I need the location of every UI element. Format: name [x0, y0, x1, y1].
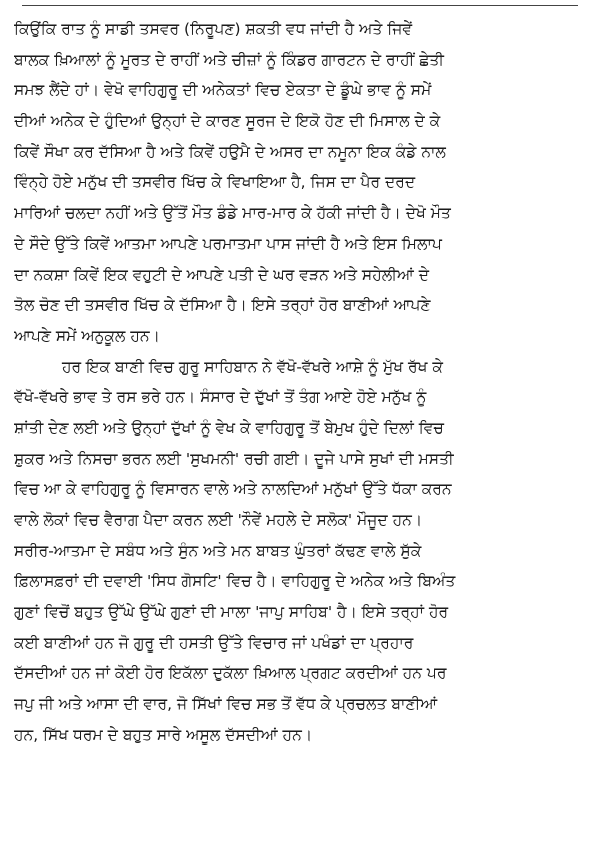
- text-line: ਗੁਣਾਂ ਵਿਚੋਂ ਬਹੁਤ ਉੱਘੇ ਉੱਘੇ ਗੁਣਾਂ ਦੀ ਮਾਲਾ 'ਜਾਪੁ ਸਾਹਿਬ' ਹੈ। ਇਸੇ ਤਰ੍ਹਾਂ ਹੋਰ: [14, 603, 449, 622]
- text-line: ਦੇ ਸੌਦੇ ਉੱਤੇ ਕਿਵੇਂ ਆਤਮਾ ਆਪਣੇ ਪਰਮਾਤਮਾ ਪਾਸ ਜਾਂਦੀ ਹੈ ਅਤੇ ਇਸ ਮਿਲਾਪ: [14, 234, 442, 253]
- text-line: ਦੱਸਦੀਆਂ ਹਨ ਜਾਂ ਕੋਈ ਹੋਰ ਇਕੱਲਾ ਦੁਕੱਲਾ ਖ਼ਿਆਲ ਪ੍ਰਗਟ ਕਰਦੀਆਂ ਹਨ ਪਰ: [14, 664, 447, 683]
- text-body: [14, 14, 590, 751]
- text-line: ਫ਼ਿਲਾਸਫ਼ਰਾਂ ਦੀ ਦਵਾਈ 'ਸਿਧ ਗੋਸਟਿ' ਵਿਚ ਹੈ। ਵਾਹਿਗੁਰੂ ਦੇ ਅਨੇਕ ਅਤੇ ਬਿਅੰਤ: [14, 572, 456, 591]
- text-line: ਕਈ ਬਾਣੀਆਂ ਹਨ ਜੋ ਗੁਰੂ ਦੀ ਹਸਤੀ ਉੱਤੇ ਵਿਚਾਰ ਜਾਂ ਪਖੰਡਾਂ ਦਾ ਪ੍ਰਹਾਰ: [14, 633, 414, 652]
- text-line: ਕਿਵੇਂ ਸੌਖਾ ਕਰ ਦੱਸਿਆ ਹੈ ਅਤੇ ਕਿਵੇਂ ਹਉਮੈ ਦੇ ਅਸਰ ਦਾ ਨਮੂਨਾ ਇਕ ਕੰਡੇ ਨਾਲ: [14, 142, 446, 161]
- text-line: ਤੋਲ ਚੋਣ ਦੀ ਤਸਵੀਰ ਖਿੱਚ ਕੇ ਦੱਸਿਆ ਹੈ। ਇਸੇ ਤਰ੍ਹਾਂ ਹੋਰ ਬਾਣੀਆਂ ਆਪਣੇ: [14, 296, 431, 315]
- text-line: ਵਿਚ ਆ ਕੇ ਵਾਹਿਗੁਰੂ ਨੂੰ ਵਿਸਾਰਨ ਵਾਲੇ ਅਤੇ ਨਾਲਦਿਆਂ ਮਨੁੱਖਾਂ ਉੱਤੇ ਧੱਕਾ ਕਰਨ: [14, 480, 452, 499]
- text-line: ਕਿਉਂਕਿ ਰਾਤ ਨੂੰ ਸਾਡੀ ਤਸਵਰ (ਨਿਰੂਪਣ) ਸ਼ਕਤੀ ਵਧ ਜਾਂਦੀ ਹੈ ਅਤੇ ਜਿਵੇਂ: [14, 20, 413, 38]
- text-line: ਮਾਰਿਆਂ ਚਲਦਾ ਨਹੀਂ ਅਤੇ ਉੱਤੋਂ ਮੌਤ ਡੰਡੇ ਮਾਰ-ਮਾਰ ਕੇ ਹੱਕੀ ਜਾਂਦੀ ਹੈ। ਦੇਖੋ ਮੌਤ: [14, 204, 451, 223]
- text-line: ਆਪਣੇ ਸਮੇਂ ਅਨੁਕੂਲ ਹਨ।: [14, 326, 160, 345]
- text-line: ਸ਼ਾਂਤੀ ਦੇਣ ਲਈ ਅਤੇ ਉਨ੍ਹਾਂ ਦੁੱਖਾਂ ਨੂੰ ਵੇਖ ਕੇ ਵਾਹਿਗੁਰੂ ਤੋਂ ਬੇਮੁਖ ਹੁੰਦੇ ਦਿਲਾਂ ਵਿਚ: [14, 418, 444, 437]
- text-line: ਜਪੁ ਜੀ ਅਤੇ ਆਸਾ ਦੀ ਵਾਰ, ਜੋ ਸਿੱਖਾਂ ਵਿਚ ਸਭ ਤੋਂ ਵੱਧ ਕੇ ਪ੍ਰਚਲਤ ਬਾਣੀਆਂ: [14, 695, 438, 714]
- top-rule: [22, 5, 578, 6]
- text-line: ਸਰੀਰ-ਆਤਮਾ ਦੇ ਸਬੰਧ ਅਤੇ ਸੁੰਨ ਅਤੇ ਮਨ ਬਾਬਤ ਘੁੰਤਰਾਂ ਕੱਢਣ ਵਾਲੇ ਸੁੱਕੇ: [14, 541, 422, 560]
- text-line: ਹਨ, ਸਿੱਖ ਧਰਮ ਦੇ ਬਹੁਤ ਸਾਰੇ ਅਸੂਲ ਦੱਸਦੀਆਂ ਹਨ।: [14, 725, 313, 744]
- text-line: ਵੱਖੋ-ਵੱਖਰੇ ਭਾਵ ਤੇ ਰਸ ਭਰੇ ਹਨ। ਸੰਸਾਰ ਦੇ ਦੁੱਖਾਂ ਤੋਂ ਤੰਗ ਆਏ ਹੋਏ ਮਨੁੱਖ ਨੂੰ: [14, 388, 427, 407]
- text-line: ਦਾ ਨਕਸ਼ਾ ਕਿਵੇਂ ਇਕ ਵਹੁਟੀ ਦੇ ਆਪਣੇ ਪਤੀ ਦੇ ਘਰ ਵੜਨ ਅਤੇ ਸਹੇਲੀਆਂ ਦੇ: [14, 265, 430, 284]
- text-line: ਦੀਆਂ ਅਨੇਕ ਦੇ ਹੁੰਦਿਆਂ ਉਨ੍ਹਾਂ ਦੇ ਕਾਰਣ ਸੂਰਜ ਦੇ ਇਕੋ ਹੋਣ ਦੀ ਮਿਸਾਲ ਦੇ ਕੇ: [14, 112, 441, 131]
- text-line: ਬਾਲਕ ਖ਼ਿਆਲਾਂ ਨੂੰ ਮੂਰਤ ਦੇ ਰਾਹੀਂ ਅਤੇ ਚੀਜ਼ਾਂ ਨੂੰ ਕਿੰਡਰ ਗਾਰਟਨ ਦੇ ਰਾਹੀਂ ਛੇਤੀ: [14, 50, 444, 69]
- text-line: ਵਿੰਨ੍ਹੇ ਹੋਏ ਮਨੁੱਖ ਦੀ ਤਸਵੀਰ ਖਿੱਚ ਕੇ ਵਿਖਾਇਆ ਹੈ, ਜਿਸ ਦਾ ਪੈਰ ਦਰਦ: [14, 173, 416, 192]
- text-line: ਵਾਲੇ ਲੋਕਾਂ ਵਿਚ ਵੈਰਾਗ ਪੈਦਾ ਕਰਨ ਲਈ 'ਨੌਵੇਂ ਮਹਲੇ ਦੇ ਸਲੋਕ' ਮੌਜੂਦ ਹਨ।: [14, 511, 423, 529]
- paragraph-1: [14, 14, 590, 352]
- text-line: ਸ਼ੁਕਰ ਅਤੇ ਨਿਸਚਾ ਭਰਨ ਲਈ 'ਸੁਖਮਨੀ' ਰਚੀ ਗਈ। ਦੂਜੇ ਪਾਸੇ ਸੁਖਾਂ ਦੀ ਮਸਤੀ: [14, 449, 454, 468]
- text-line: ਸਮਝ ਲੈਂਦੇ ਹਾਂ। ਵੇਖੋ ਵਾਹਿਗੁਰੂ ਦੀ ਅਨੇਕਤਾਂ ਵਿਚ ਏਕਤਾ ਦੇ ਡੂੰਘੇ ਭਾਵ ਨੂੰ ਸਮੇਂ: [14, 81, 432, 100]
- paragraph-2: [14, 352, 590, 751]
- text-line: ਹਰ ਇਕ ਬਾਣੀ ਵਿਚ ਗੁਰੂ ਸਾਹਿਬਾਨ ਨੇ ਵੱਖੋ-ਵੱਖਰੇ ਆਸ਼ੇ ਨੂੰ ਮੁੱਖ ਰੱਖ ਕੇ: [62, 357, 443, 376]
